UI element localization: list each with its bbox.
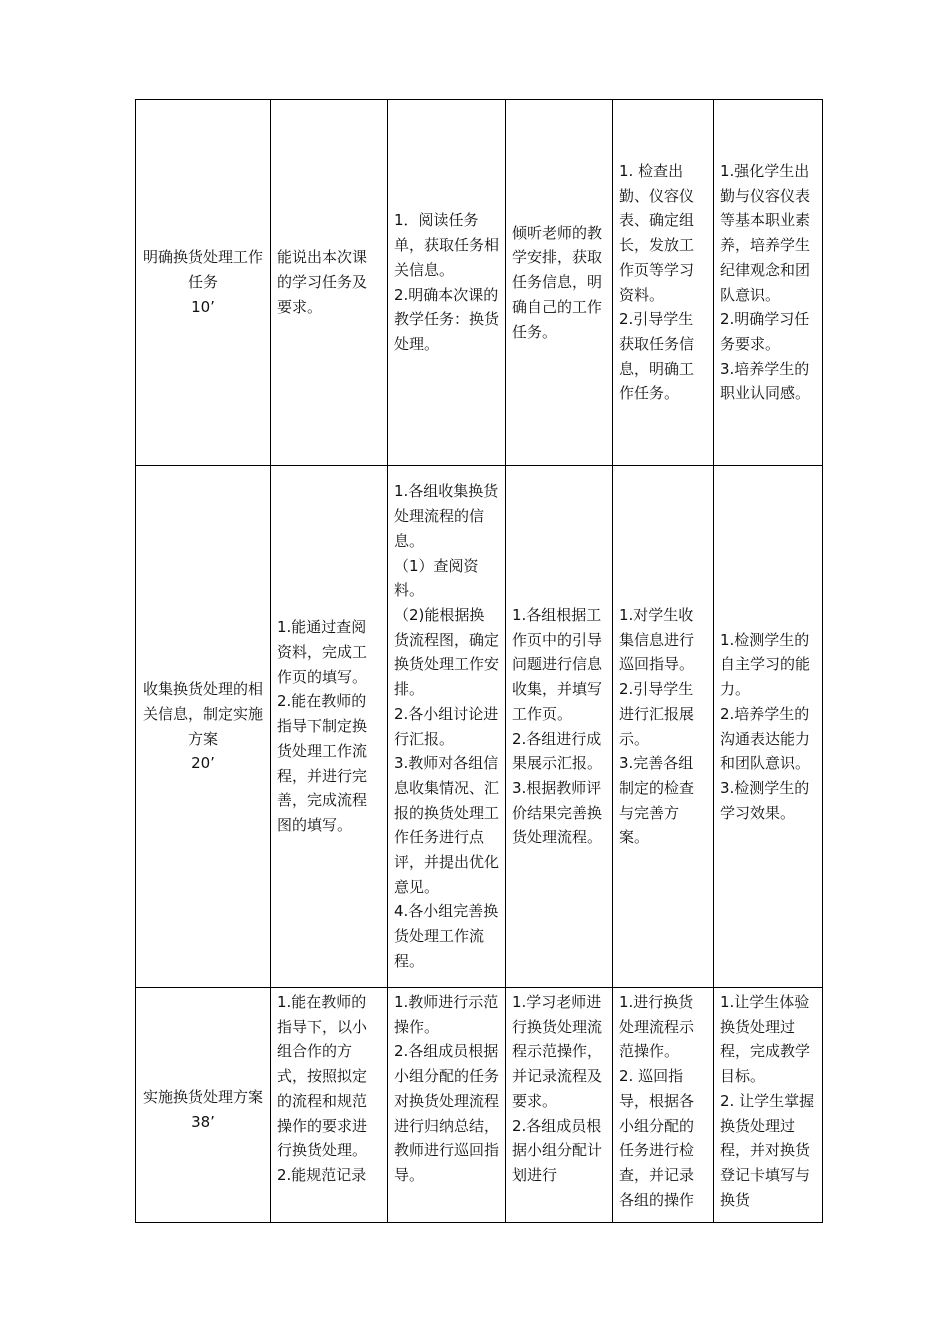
goal-cell: [271, 100, 388, 466]
teacher-paragraph: 1. 检查出勤、仪容仪表、确定组长，发放工作页等学习资料。: [619, 161, 695, 304]
content-paragraph: 1．阅读任务单，获取任务相关信息。: [394, 211, 500, 279]
student-cell: [506, 100, 613, 466]
content-paragraph: 2.各小组讨论进行汇报。: [394, 704, 499, 748]
teacher-cell: [613, 988, 714, 1223]
intent-paragraph: 1.让学生体验换货处理过程，完成教学目标。: [720, 993, 811, 1086]
intent-paragraph: 2.培养学生的沟通表达能力和团队意识。: [720, 704, 811, 773]
intent-paragraph: 2.明确学习任务要求。: [720, 310, 810, 353]
student-paragraph: 1.学习老师进行换货处理流程示范操作，并记录流程及要求。: [512, 993, 603, 1110]
content-paragraph: 2.各组成员根据小组分配的任务对换货处理流程进行归纳总结，教师进行巡回指导。: [394, 1042, 500, 1184]
teacher-paragraph: 2. 巡回指导，根据各小组分配的任务进行检查，并记录各组的操作: [619, 1067, 695, 1209]
content-cell: [388, 988, 506, 1223]
goal-paragraph: 1.能在教师的指导下，以小组合作的方式，按照拟定的流程和规范操作的要求进行换货处理。: [277, 993, 368, 1160]
content-paragraph: （1）查阅资料。: [394, 556, 479, 600]
student-paragraph: 2.各组成员根据小组分配计划进行: [512, 1116, 603, 1184]
content-paragraph: 4.各小组完善换货处理工作流程。: [394, 902, 499, 970]
intent-cell: [714, 988, 823, 1223]
teacher-paragraph: 1.对学生收集信息进行巡回指导。: [619, 605, 695, 674]
goal-cell: [271, 988, 388, 1223]
stage-title: 实施换货处理方案: [142, 1088, 263, 1107]
teacher-cell: [613, 100, 714, 466]
intent-paragraph: 3.检测学生的学习效果。: [720, 778, 810, 822]
student-cell: [506, 466, 613, 988]
goal-paragraph: 1.能通过查阅资料，完成工作页的填写。: [277, 618, 368, 686]
table-row: [136, 100, 823, 466]
student-cell: [506, 988, 613, 1223]
intent-paragraph: 1.检测学生的自主学习的能力。: [720, 630, 811, 699]
goal-paragraph: 能说出本次课的学习任务及要求。: [277, 248, 368, 316]
student-paragraph: 2.各组进行成果展示汇报。: [512, 729, 603, 773]
content-cell: [388, 100, 506, 466]
intent-paragraph: 3.培养学生的职业认同感。: [720, 359, 811, 403]
teacher-paragraph: 2.引导学生进行汇报展示。: [619, 680, 695, 748]
stage-time: 10’: [191, 297, 215, 316]
goal-cell: [271, 466, 388, 988]
stage-title: 明确换货处理工作任务: [142, 248, 263, 292]
content-paragraph: （2)能根据换货流程图，确定换货处理工作安排。: [394, 605, 500, 699]
intent-cell: [714, 100, 823, 466]
intent-paragraph: 2. 让学生掌握换货处理过程，并对换货登记卡填写与换货: [720, 1091, 815, 1209]
stage-cell: [136, 988, 271, 1223]
table-row: [136, 466, 823, 988]
content-paragraph: 1.教师进行示范操作。: [394, 993, 499, 1036]
stage-cell: [136, 100, 271, 466]
content-cell: [388, 466, 506, 988]
student-paragraph: 倾听老师的教学安排，获取任务信息，明确自己的工作任务。: [512, 223, 603, 341]
teacher-paragraph: 2.引导学生获取任务信息，明确工作任务。: [619, 310, 695, 403]
goal-paragraph: 2.能规范记录: [277, 1165, 367, 1184]
teacher-paragraph: 1.进行换货处理流程示范操作。: [619, 993, 695, 1061]
teacher-cell: [613, 466, 714, 988]
stage-time: 20’: [191, 754, 215, 773]
intent-cell: [714, 466, 823, 988]
student-paragraph: 3.根据教师评价结果完善换货处理流程。: [512, 778, 603, 847]
stage-cell: [136, 466, 271, 988]
table-row: [136, 988, 823, 1223]
intent-paragraph: 1.强化学生出勤与仪容仪表等基本职业素养，培养学生纪律观念和团队意识。: [720, 161, 811, 304]
lesson-plan-table: [135, 99, 823, 1223]
content-paragraph: 1.各组收集换货处理流程的信息。: [394, 482, 499, 550]
goal-paragraph: 2.能在教师的指导下制定换货处理工作流程，并进行完善，完成流程图的填写。: [277, 692, 368, 834]
content-paragraph: 3.教师对各组信息收集情况、汇报的换货处理工作任务进行点评，并提出优化意见。: [394, 754, 500, 896]
stage-title: 收集换货处理的相关信息，制定实施方案: [142, 680, 263, 748]
stage-time: 38’: [191, 1113, 215, 1131]
teacher-paragraph: 3.完善各组制定的检查与完善方案。: [619, 754, 695, 847]
content-paragraph: 2.明确本次课的教学任务：换货处理。: [394, 285, 500, 353]
student-paragraph: 1.各组根据工作页中的引导问题进行信息收集，并填写工作页。: [512, 605, 603, 723]
